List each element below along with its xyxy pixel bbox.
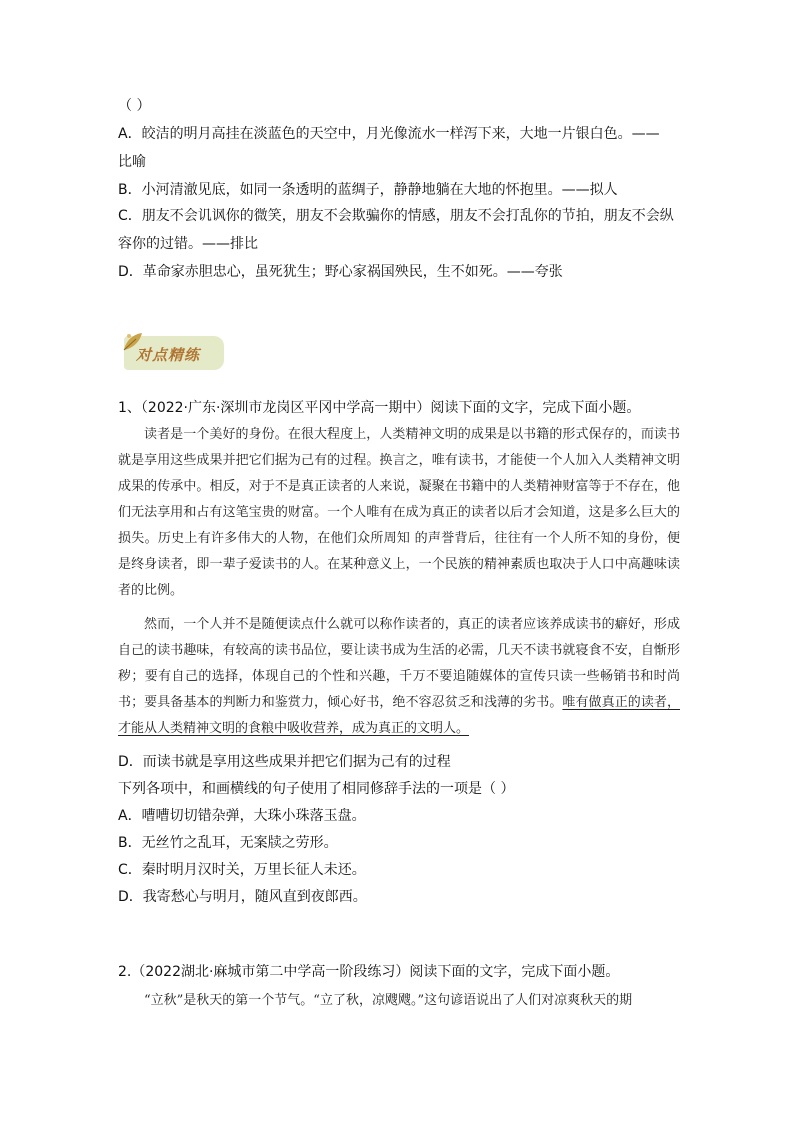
question1-header: 1、（2022·广东·深圳市龙岗区平冈中学高一期中）阅读下面的文字，完成下面小题。 xyxy=(118,400,641,416)
paragraph-2-text: 然而，一个人并不是随便读点什么就可以称作读者的，真正的读者应该养成读书的癖好，形成自己的读书趣味，有较高的读书品位，要让读书成为生活的必需，几天不读书就寝食不安，自惭形秽；要有自己的选择，体现自己的个性和兴趣，千万不要追随媒体的宣传只读一些畅销书和时尚书；要具备基本的判断力和鉴赏力，倾心好书，绝不容忍贫乏和浅薄的劣书。 xyxy=(118,617,680,710)
option-a-line1: A．皎洁的明月高挂在淡蓝色的天空中，月光像流水一样泻下来，大地一片银白色。—— xyxy=(118,126,660,142)
stray-option-d: D．而读书就是享用这些成果并把它们据为己有的过程 xyxy=(118,754,451,770)
option-b: B．小河清澈见底，如同一条透明的蓝绸子，静静地躺在大地的怀抱里。——拟人 xyxy=(118,182,618,198)
question2-header: 2.（2022湖北·麻城市第二中学高一阶段练习）阅读下面的文字，完成下面小题。 xyxy=(118,964,620,980)
answer-blank: （ ） xyxy=(118,98,151,114)
question2-paragraph-1: “立秋”是秋天的第一个节气。“立了秋，凉飕飕。”这句谚语说出了人们对凉爽秋天的期 xyxy=(144,993,633,1008)
passage-paragraph-1: 读者是一个美好的身份。在很大程度上，人类精神文明的成果是以书籍的形式保存的，而读书就是享用这些成果并把它们据为己有的过程。换言之，唯有读书，才能使一个人加入人类精神文明成果的传承中。相反，对于不是真正读者的人来说，凝聚在书籍中的人类精神财富等于不存在，他们无法享用和占有这笔宝贵的财富。一个人唯有在成为真正的读者以后才会知道，这是多么巨大的损失。历史上有许多伟大的人物，在他们众所周知 的声誉背后，往往有一个人所不知的身份，便是终身读者，即一辈子爱读书的人。在某种意义上，一个民族的精神素质也取决于人口中高趣味读者的比例。 xyxy=(118,427,680,598)
option-a-line2: 比喻 xyxy=(118,154,146,170)
question1-option-a: A．嘈嘈切切错杂弹，大珠小珠落玉盘。 xyxy=(118,808,366,824)
question1-passage xyxy=(118,422,680,742)
section-badge xyxy=(120,330,224,370)
option-d: D．革命家赤胆忠心，虽死犹生；野心家祸国殃民，生不如死。——夸张 xyxy=(118,264,563,280)
question1-option-d: D．我寄愁心与明月，随风直到夜郎西。 xyxy=(118,889,367,905)
question1-option-b: B．无丝竹之乱耳，无案牍之劳形。 xyxy=(118,835,338,851)
question1-prompt: 下列各项中，和画横线的句子使用了相同修辞手法的一项是（ ） xyxy=(118,781,515,797)
underlined-sentence: 唯有做真正的读者，才能从人类精神文明的食粮中吸收营养，成为真正的文明人。 xyxy=(118,695,680,736)
section-badge-label: 对点精练 xyxy=(136,346,201,364)
question2-passage xyxy=(118,988,680,1014)
question1-option-c: C．秦时明月汉时关，万里长征人未还。 xyxy=(118,862,366,878)
passage-paragraph-2 xyxy=(118,612,680,742)
option-c-line1: C．朋友不会讥讽你的微笑，朋友不会欺骗你的情感，朋友不会打乱你的节拍，朋友不会纵 xyxy=(118,208,674,224)
option-c-line2: 容你的过错。——排比 xyxy=(118,236,258,252)
